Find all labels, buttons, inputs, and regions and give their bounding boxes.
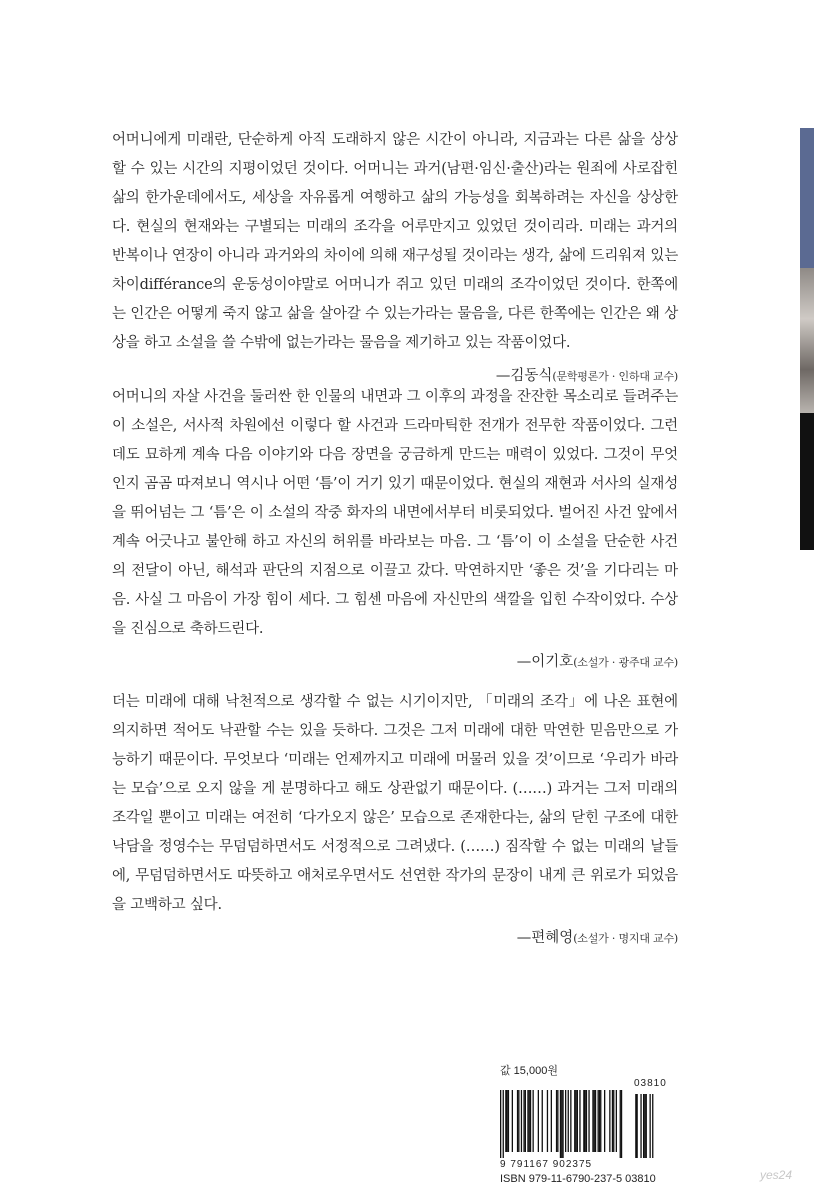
barcode-bar bbox=[621, 1090, 622, 1158]
barcode-bar bbox=[604, 1090, 605, 1152]
barcode-bar bbox=[503, 1090, 504, 1158]
barcode-bar bbox=[507, 1090, 508, 1152]
barcode-bar bbox=[650, 1094, 651, 1158]
barcode-bar bbox=[557, 1090, 558, 1152]
barcode-bar bbox=[652, 1094, 653, 1158]
barcode-bar bbox=[585, 1090, 586, 1152]
reviewer-role: (소설가 · 명지대 교수) bbox=[573, 932, 678, 945]
barcode-bar bbox=[561, 1090, 562, 1158]
barcode-bars bbox=[500, 1090, 680, 1158]
barcode-bar bbox=[551, 1090, 552, 1152]
barcode-bar bbox=[609, 1090, 610, 1152]
review-blurb bbox=[112, 126, 678, 391]
barcode-bar bbox=[542, 1090, 543, 1152]
barcode-bar bbox=[527, 1090, 528, 1152]
barcode-bar bbox=[533, 1090, 534, 1152]
barcode-bar bbox=[577, 1090, 578, 1152]
barcode-bar bbox=[570, 1090, 571, 1152]
barcode-bar bbox=[643, 1094, 644, 1158]
review-text: 어머니에게 미래란, 단순하게 아직 도래하지 않은 시간이 아니라, 지금과는 다른 삶을 상상할 수 있는 시간의 지평이었던 것이다. 어머니는 과거(남편·임신·출산)라는 원죄에 사로잡힌 삶의 한가운데에서도, 세상을 자유롭게 여행하고 삶의 가능성을 회복하려는 자신을 상상한다. 현실의 현재와는 구별되는 미래의 조각을 어루만지고 있었던 것이리라. 미래는 과거의 반복이나 연장이 아니라 과거와의 차이에 의해 재구성될 것이라는 생각, 삶에 드리워져 있는 차이différance의 운동성이야말로 어머니가 쥐고 있던 미래의 조각이었던 것이다. 한쪽에는 인간은 어떻게 죽지 않고 삶을 살아갈 수 있는가라는 물음을, 다른 한쪽에는 인간은 왜 상상을 하고 소설을 쓸 수밖에 없는가라는 물음을 제기하고 있는 작품이었다. bbox=[112, 132, 678, 351]
back-cover-edge-photo bbox=[800, 268, 814, 413]
barcode-bar bbox=[594, 1090, 595, 1152]
barcode-bar bbox=[635, 1094, 636, 1158]
barcode-bar bbox=[525, 1090, 526, 1152]
barcode-bar bbox=[560, 1090, 561, 1158]
barcode-bar bbox=[574, 1090, 575, 1152]
reviewer-name: —김동식 bbox=[495, 368, 553, 384]
isbn-number: ISBN 979-11-6790-237-5 03810 bbox=[500, 1173, 656, 1185]
barcode-bar bbox=[529, 1090, 530, 1152]
barcode-bar bbox=[568, 1090, 569, 1152]
barcode-bar bbox=[588, 1090, 589, 1152]
review-text: 더는 미래에 대해 낙천적으로 생각할 수 없는 시기이지만, 「미래의 조각」에 나온 표현에 의지하면 적어도 낙관할 수는 있을 듯하다. 그것은 그저 미래에 대한 막연한 믿음만으로 가능하기 때문이다. 무엇보다 ‘미래는 언제까지고 미래에 머물러 있을 것’이므로 ‘우리가 바라는 모습’으로 오지 않을 게 분명하다고 해도 상관없기 때문이다. (……) 과거는 그저 미래의 조각일 뿐이고 미래는 여전히 ‘다가오지 않은’ 모습으로 존재한다는, 삶의 닫힌 구조에 대한 낙담을 정영수는 무덤덤하면서도 서정적으로 그려냈다. (……) 짐작할 수 없는 미래의 날들에, 무덤덤하면서도 따뜻하고 애처로우면서도 선연한 작가의 문장이 내게 큰 위로가 되었음을 고백하고 싶다. bbox=[112, 694, 678, 913]
barcode-bar bbox=[599, 1090, 600, 1152]
reviewer-role: (문학평론가 · 인하대 교수) bbox=[552, 370, 678, 383]
barcode-bar bbox=[592, 1090, 593, 1152]
barcode-bar bbox=[579, 1090, 580, 1152]
reviewer-name: —편혜영 bbox=[516, 930, 574, 946]
barcode-bar bbox=[500, 1090, 501, 1158]
barcode-bar bbox=[556, 1090, 557, 1152]
barcode-bar bbox=[547, 1090, 548, 1152]
barcode-bar bbox=[538, 1090, 539, 1152]
price-label: 값 15,000원 bbox=[500, 1065, 558, 1077]
barcode-bar bbox=[612, 1090, 613, 1152]
barcode-bar bbox=[616, 1090, 617, 1152]
barcode-addon-code: 03810 bbox=[634, 1078, 667, 1089]
barcode-bar bbox=[620, 1090, 621, 1158]
barcode-bar bbox=[517, 1090, 518, 1152]
back-cover-edge-blue bbox=[800, 128, 814, 268]
barcode-bar bbox=[530, 1090, 531, 1152]
barcode-bar bbox=[637, 1094, 638, 1158]
barcode-bar bbox=[565, 1090, 566, 1152]
watermark-logo: yes24 bbox=[760, 1168, 793, 1182]
barcode-bar bbox=[595, 1090, 596, 1152]
barcode-bar bbox=[640, 1094, 641, 1158]
review-attribution bbox=[112, 924, 678, 953]
barcode-bar bbox=[512, 1090, 513, 1152]
barcode-bar bbox=[600, 1090, 601, 1152]
barcode-bar bbox=[523, 1090, 524, 1152]
back-cover-edge-black bbox=[800, 413, 814, 550]
review-blurb bbox=[112, 383, 678, 677]
barcode-bar bbox=[644, 1094, 645, 1158]
barcode-bar bbox=[508, 1090, 509, 1152]
review-attribution bbox=[112, 648, 678, 677]
barcode-bar bbox=[598, 1090, 599, 1152]
review-blurb bbox=[112, 688, 678, 953]
reviewer-name: —이기호 bbox=[516, 654, 574, 670]
barcode-bar bbox=[562, 1090, 563, 1158]
review-text: 어머니의 자살 사건을 둘러싼 한 인물의 내면과 그 이후의 과정을 잔잔한 목소리로 들려주는 이 소설은, 서사적 차원에선 이렇다 할 사건과 드라마틱한 전개가 전무한 작품이었다. 그런데도 묘하게 계속 다음 이야기와 다음 장면을 궁금하게 만드는 매력이 있었다. 그것이 무엇인지 곰곰 따져보니 역시나 어떤 ‘틈’이 거기 있기 때문이었다. 현실의 재현과 서사의 실재성을 뛰어넘는 그 ‘틈’은 이 소설의 작중 화자의 내면에서부터 비롯되었다. 벌어진 사건 앞에서 계속 어긋나고 불안해 하고 자신의 허위를 바라보는 마음. 그 ‘틈’이 이 소설을 단순한 사건의 전달이 아닌, 해석과 판단의 지점으로 이끌고 갔다. 막연하지만 ‘좋은 것’을 기다리는 마음. 사실 그 마음이 가장 힘이 세다. 그 힘센 마음에 자신만의 색깔을 입힌 수작이었다. 수상을 진심으로 축하드린다. bbox=[112, 389, 678, 637]
barcode-bar bbox=[505, 1090, 506, 1152]
barcode-digits: 9 791167 902375 bbox=[500, 1159, 593, 1170]
reviewer-role: (소설가 · 광주대 교수) bbox=[573, 656, 678, 669]
barcode-bar bbox=[613, 1090, 614, 1152]
barcode-bar bbox=[586, 1090, 587, 1152]
barcode-bar bbox=[646, 1094, 647, 1158]
barcode-bar bbox=[518, 1090, 519, 1152]
barcode-bar bbox=[583, 1090, 584, 1152]
barcode-bar bbox=[575, 1090, 576, 1152]
barcode-bar bbox=[521, 1090, 522, 1152]
